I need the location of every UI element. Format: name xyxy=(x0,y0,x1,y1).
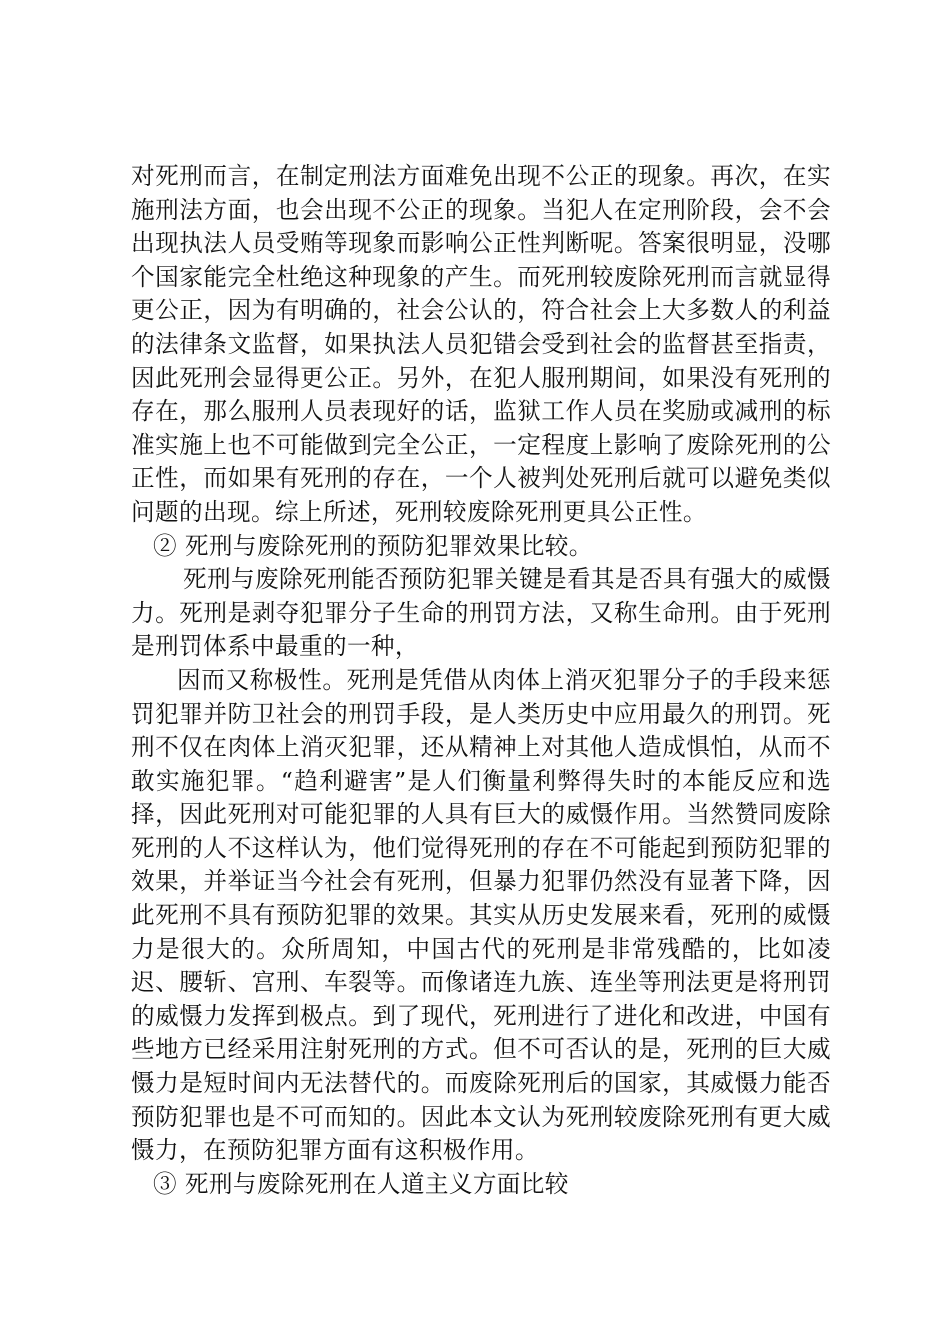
paragraph-fairness-conclusion: 对死刑而言，在制定刑法方面难免出现不公正的现象。再次，在实施刑法方面，也会出现不公正的现象。当犯人在定刑阶段，会不会出现执法人员受贿等现象而影响公正性判断呢。答案很明显，没哪个国家能完全杜绝这种现象的产生。而死刑较废除死刑而言就显得更公正，因为有明确的，社会公认的，符合社会上大多数人的利益的法律条文监督，如果执法人员犯错会受到社会的监督甚至指责，因此死刑会显得更公正。另外，在犯人服刑期间，如果没有死刑的存在，那么服刑人员表现好的话，监狱工作人员在奖励或减刑的标准实施上也不可能做到完全公正，一定程度上影响了废除死刑的公正性，而如果有死刑的存在，一个人被判处死刑后就可以避免类似问题的出现。综上所述，死刑较废除死刑更具公正性。 xyxy=(131,162,831,526)
paragraph-deterrence-intro: 死刑与废除死刑能否预防犯罪关键是看其是否具有强大的威慑力。死刑是剥夺犯罪分子生命的刑罚方法，又称生命刑。由于死刑是刑罚体系中最重的一种， xyxy=(131,565,831,661)
section-heading-humanitarian: ③ 死刑与废除死刑在人道主义方面比较 xyxy=(153,1169,569,1198)
paragraph-deterrence-body: 因而又称极性。死刑是凭借从肉体上消灭犯罪分子的手段来惩罚犯罪并防卫社会的刑罚手段，是人类历史中应用最久的刑罚。死刑不仅在肉体上消灭犯罪，还从精神上对其他人造成惧怕，从而不敢实施犯罪。“趋利避害”是人们衡量利弊得失时的本能反应和选择，因此死刑对可能犯罪的人具有巨大的威慑作用。当然赞同废除死刑的人不这样认为，他们觉得死刑的存在不可能起到预防犯罪的效果，并举证当今社会有死刑，但暴力犯罪仍然没有显著下降，因此死刑不具有预防犯罪的效果。其实从历史发展来看，死刑的威慑力是很大的。众所周知，中国古代的死刑是非常残酷的，比如凌迟、腰斩、宫刑、车裂等。而像诸连九族、连坐等刑法更是将刑罚的威慑力发挥到极点。到了现代，死刑进行了进化和改进，中国有些地方已经采用注射死刑的方式。但不可否认的是，死刑的巨大威慑力是短时间内无法替代的。而废除死刑后的国家，其威慑力能否预防犯罪也是不可而知的。因此本文认为死刑较废除死刑有更大威慑力，在预防犯罪方面有这积极作用。 xyxy=(131,665,831,1165)
section-heading-crime-prevention: ② 死刑与废除死刑的预防犯罪效果比较。 xyxy=(153,531,593,560)
document-page xyxy=(131,160,831,1201)
